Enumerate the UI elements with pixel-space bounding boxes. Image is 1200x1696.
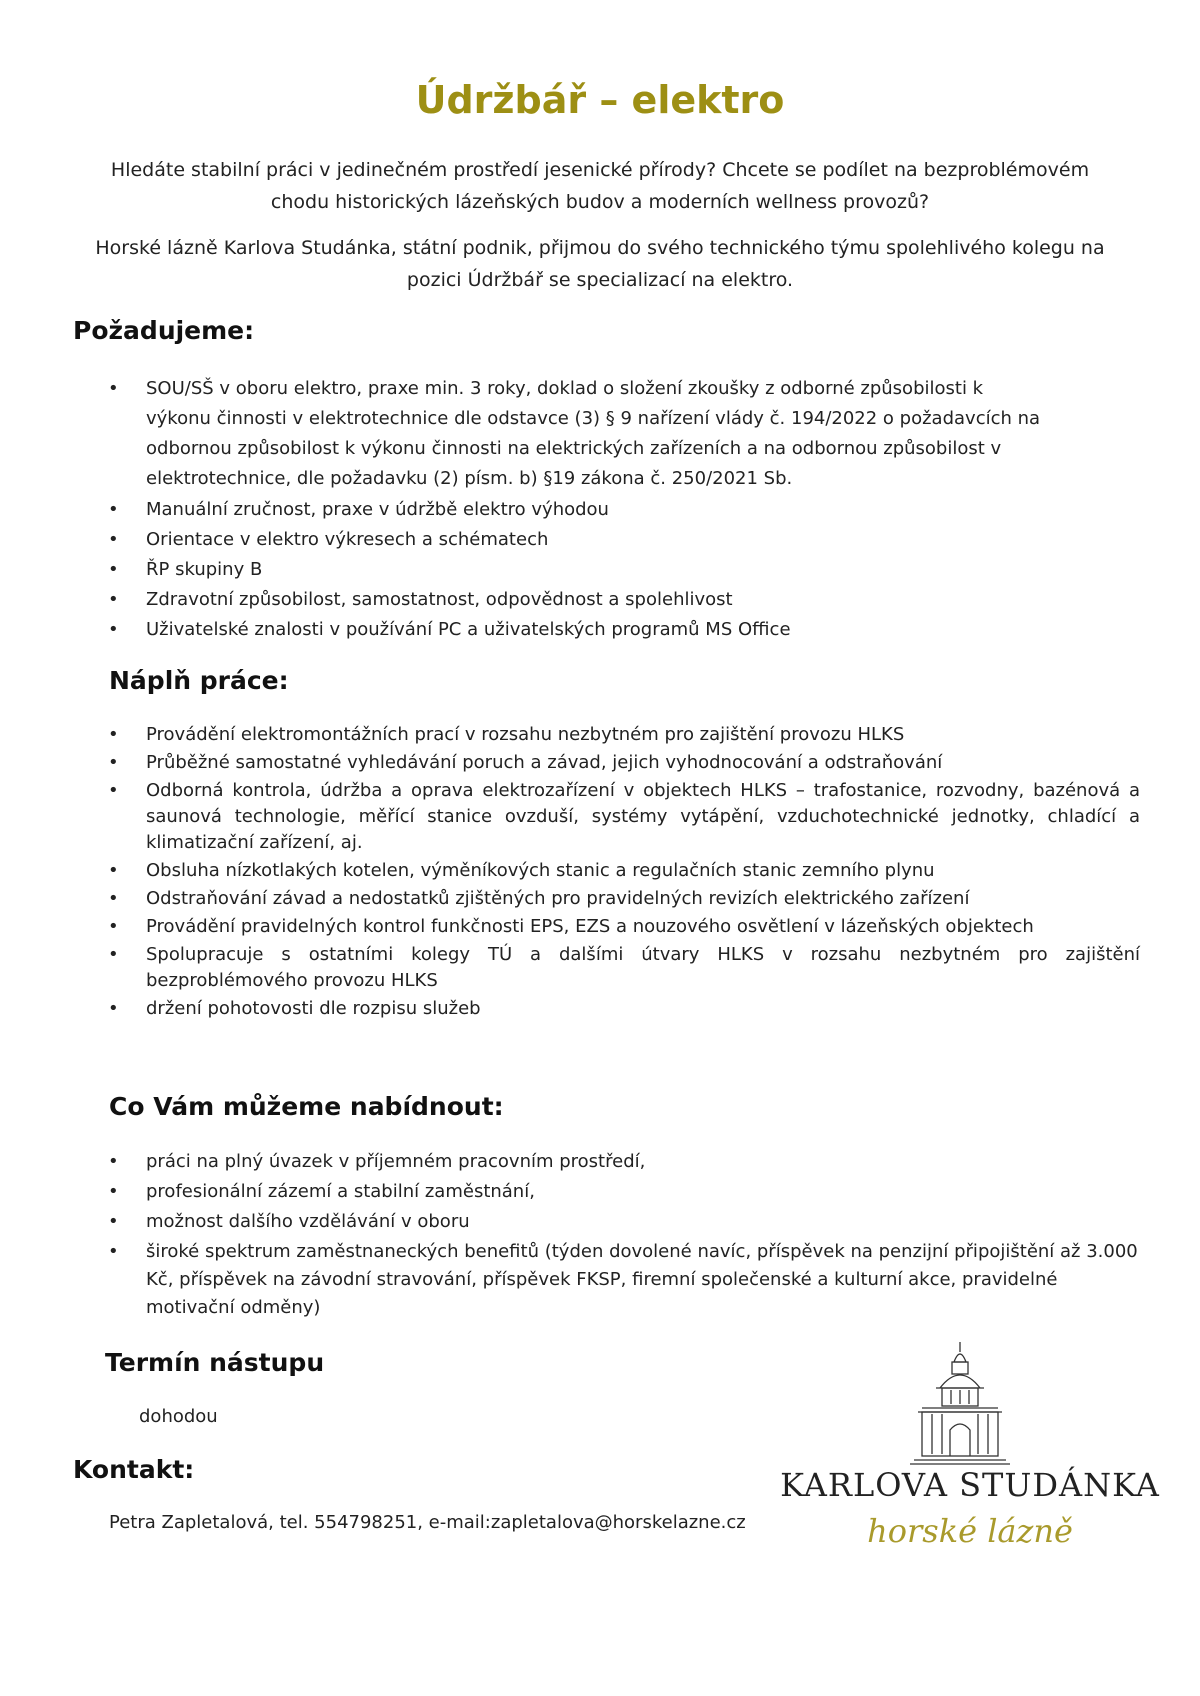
- list-item: • Uživatelské znalosti v používání PC a uživatelských programů MS Office: [100, 616, 1140, 644]
- list-item: • možnost dalšího vzdělávání v oboru: [100, 1208, 1140, 1236]
- list-item: • Manuální zručnost, praxe v údržbě elektro výhodou: [100, 496, 1140, 524]
- requirements-list: [100, 374, 1140, 646]
- list-item: • Zdravotní způsobilost, samostatnost, odpovědnost a spolehlivost: [100, 586, 1140, 614]
- spa-colonnade-building-icon: [910, 1340, 1010, 1465]
- list-item: • Odborná kontrola, údržba a oprava elektrozařízení v objektech HLKS – trafostanice, rozvodny, bazénová a saunová technologie, měřící stanice ovzduší, systémy vytápění, vzduchotechnické jednotky, chladící a klimatizační zařízení, aj.: [100, 778, 1140, 856]
- list-item: • Spolupracuje s ostatními kolegy TÚ a dalšími útvary HLKS v rozsahu nezbytném pro zajištění bezproblémového provozu HLKS: [100, 942, 1140, 994]
- page-title: Údržbář – elektro: [415, 78, 785, 122]
- list-item: • SOU/SŠ v oboru elektro, praxe min. 3 roky, doklad o složení zkoušky z odborné způsobilosti k výkonu činnosti v elektrotechnice dle odstavce (3) § 9 nařízení vlády č. 194/2022 o požadavcích na odbornou způsobilost k výkonu činnosti na elektrických zařízeních a na odbornou způsobilost v elektrotechnice, dle požadavku (2) písm. b) §19 zákona č. 250/2021 Sb.: [100, 374, 1052, 494]
- requirements-heading: Požadujeme:: [73, 316, 255, 345]
- list-item: • Provádění elektromontážních prací v rozsahu nezbytném pro zajištění provozu HLKS: [100, 722, 1140, 748]
- list-item: • Odstraňování závad a nedostatků zjištěných pro pravidelných revizích elektrického zařízení: [100, 886, 1140, 912]
- list-item: • profesionální zázemí a stabilní zaměstnání,: [100, 1178, 1140, 1206]
- list-item: • Obsluha nízkotlakých kotelen, výměníkových stanic a regulačních stanic zemního plynu: [100, 858, 1140, 884]
- offer-heading: Co Vám můžeme nabídnout:: [109, 1092, 504, 1121]
- work-list: [100, 722, 1140, 1024]
- list-item: • práci na plný úvazek v příjemném pracovním prostředí,: [100, 1148, 1140, 1176]
- contact-text: Petra Zapletalová, tel. 554798251, e-mail:zapletalova@horskelazne.cz: [109, 1512, 746, 1533]
- logo-tagline: horské lázně: [867, 1512, 1073, 1550]
- logo-wordmark: KARLOVA STUDÁNKA: [780, 1466, 1160, 1504]
- contact-heading: Kontakt:: [73, 1455, 195, 1484]
- offer-list: [100, 1148, 1140, 1324]
- list-item: • široké spektrum zaměstnaneckých benefitů (týden dovolené navíc, příspěvek na penzijní připojištění až 3.000 Kč, příspěvek na závodní stravování, příspěvek FKSP, firemní společenské a kulturní akce, pravidelné motivační odměny): [100, 1238, 1140, 1322]
- list-item: • Provádění pravidelných kontrol funkčnosti EPS, EZS a nouzového osvětlení v lázeňských objektech: [100, 914, 1140, 940]
- intro-paragraph-1: Hledáte stabilní práci v jedinečném prostředí jesenické přírody? Chcete se podílet na bezproblémovém chodu historických lázeňských budov a moderních wellness provozů?: [110, 159, 1090, 213]
- list-item: • ŘP skupiny B: [100, 556, 1140, 584]
- list-item: • Průběžné samostatné vyhledávání poruch a závad, jejich vyhodnocování a odstraňování: [100, 750, 1140, 776]
- company-logo: [775, 1340, 1165, 1600]
- start-heading: Termín nástupu: [105, 1348, 325, 1377]
- work-heading: Náplň práce:: [109, 666, 289, 695]
- intro-paragraph-2: Horské lázně Karlova Studánka, státní podnik, přijmou do svého technického týmu spolehlivého kolegu na pozici Údržbář se specializací na elektro.: [95, 237, 1105, 291]
- list-item: • držení pohotovosti dle rozpisu služeb: [100, 996, 1140, 1022]
- start-value: dohodou: [139, 1406, 218, 1427]
- list-item: • Orientace v elektro výkresech a schématech: [100, 526, 1140, 554]
